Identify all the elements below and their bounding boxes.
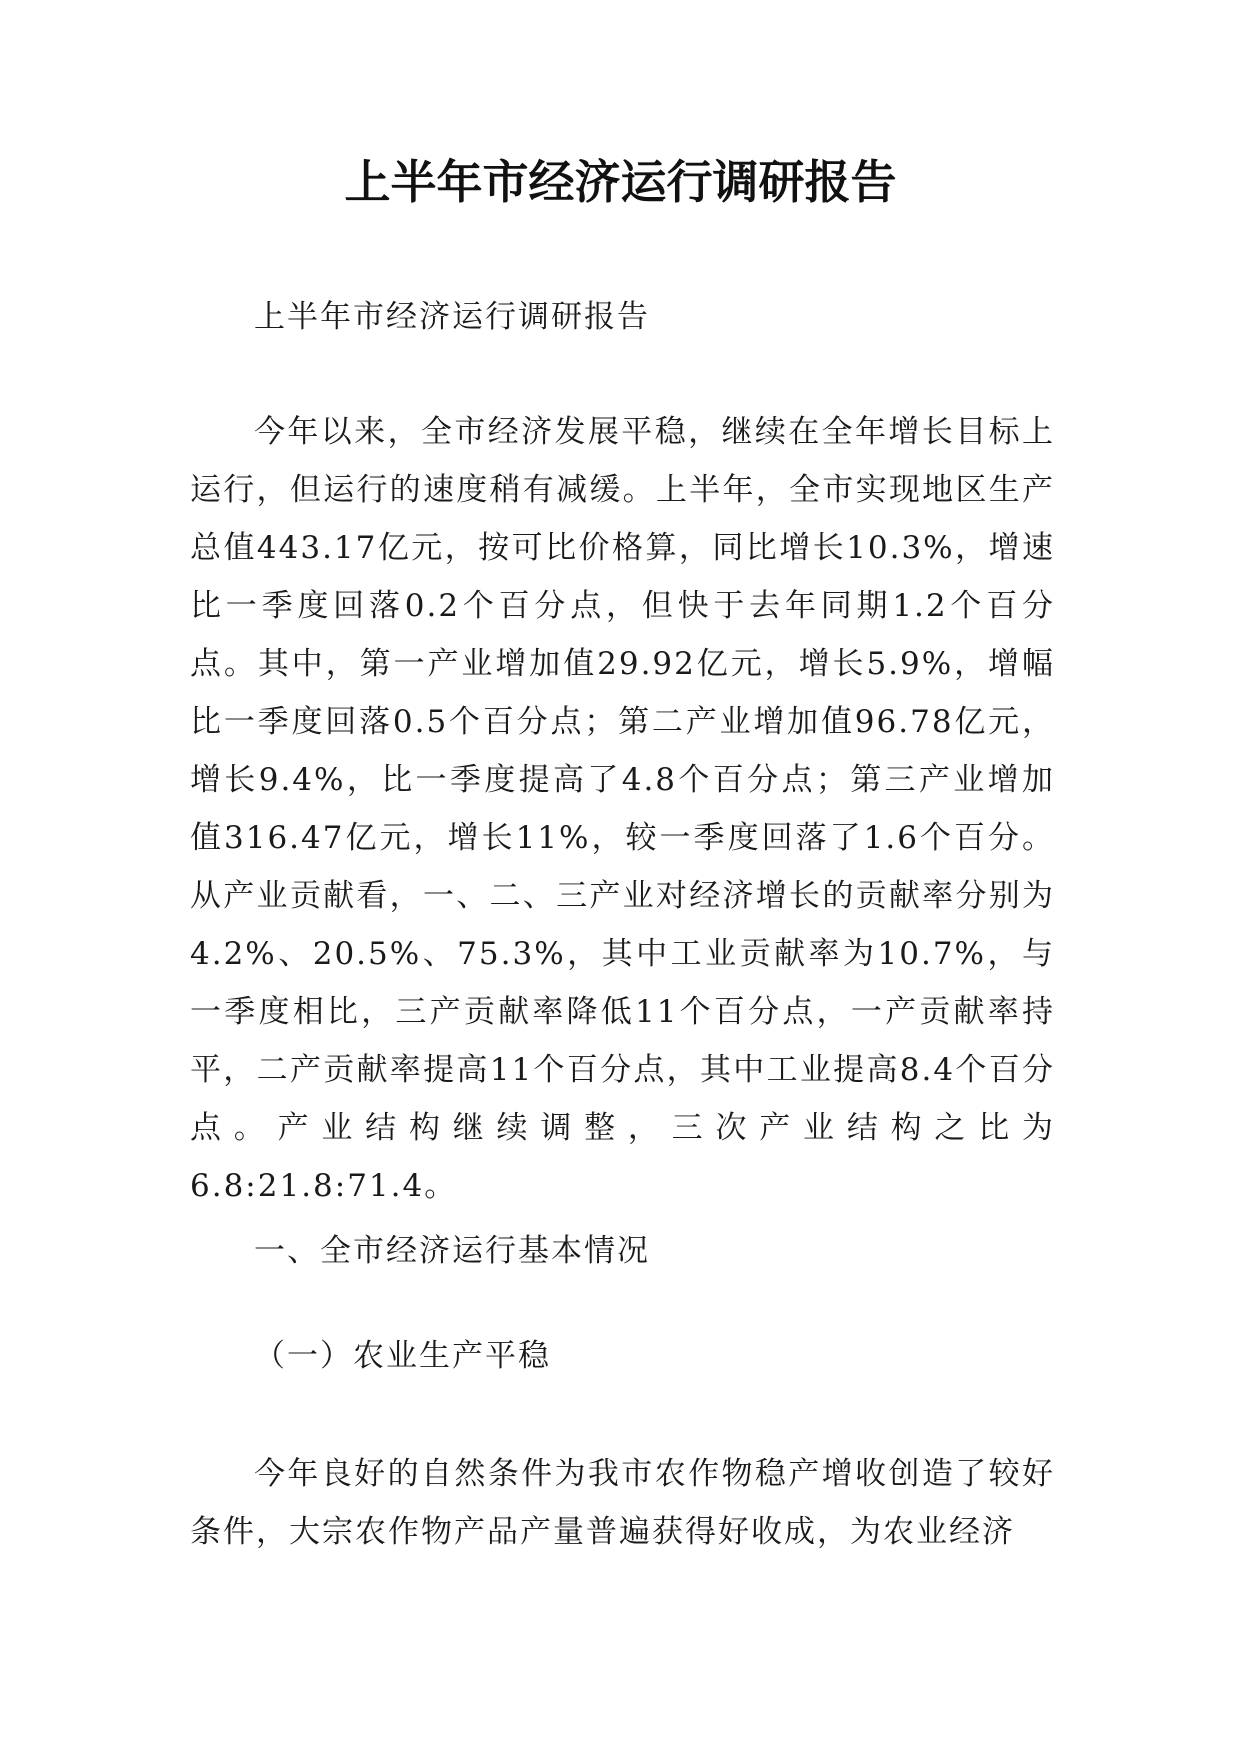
intro-paragraph: 今年以来，全市经济发展平稳，继续在全年增长目标上运行，但运行的速度稍有减缓。上半年，全市实现地区生产总值443.17亿元，按可比价格算，同比增长10.3%，增速比一季度回落0.2个百分点，但快于去年同期1.2个百分点。其中，第一产业增加值29.92亿元，增长5.9%，增幅比一季度回落0.5个百分点；第二产业增加值96.78亿元，增长9.4%，比一季度提高了4.8个百分点；第三产业增加值316.47亿元，增长11%，较一季度回落了1.6个百分。从产业贡献看，一、二、三产业对经济增长的贡献率分别为4.2%、20.5%、75.3%，其中工业贡献率为10.7%，与一季度相比，三产贡献率降低11个百分点，一产贡献率持平，二产贡献率提高11个百分点，其中工业提高8.4个百分点。产业结构继续调整，三次产业结构之比为6.8:21.8:71.4。 <box>190 414 1055 1204</box>
document-subtitle: 上半年市经济运行调研报告 <box>254 299 650 335</box>
section-heading: 一、全市经济运行基本情况 <box>254 1233 650 1269</box>
document-title: 上半年市经济运行调研报告 <box>344 155 897 209</box>
subsection-heading: （一）农业生产平稳 <box>254 1338 551 1374</box>
agriculture-paragraph: 今年良好的自然条件为我市农作物稳产增收创造了较好条件，大宗农作物产品产量普遍获得好收成，为农业经济 <box>190 1456 1055 1550</box>
